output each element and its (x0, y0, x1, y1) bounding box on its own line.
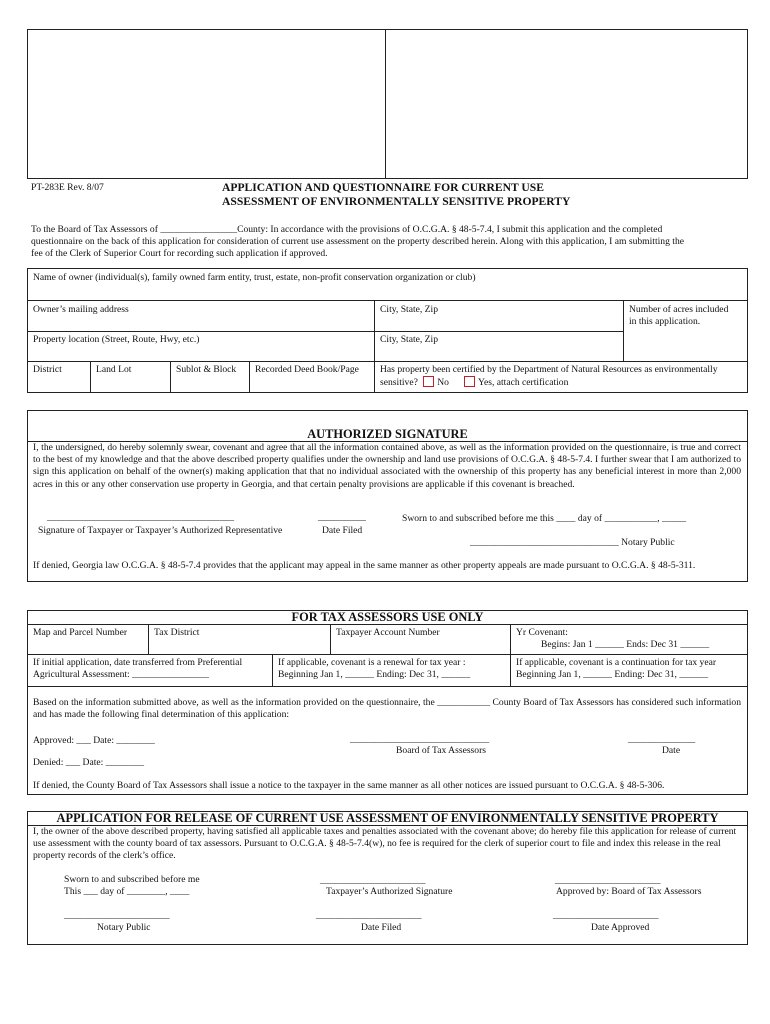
renewal-line1: If applicable, covenant is a renewal for tax year : (278, 657, 466, 668)
release-heading: APPLICATION FOR RELEASE OF CURRENT USE ASSESSMENT OF ENVIRONMENTALLY SENSITIVE PROPERTY (56, 811, 719, 825)
form-id: PT-283E Rev. 8/07 (31, 182, 104, 193)
release-taxpayer-signature-line[interactable]: ______________________ (320, 875, 426, 886)
city-state-zip-label-1: City, State, Zip (380, 304, 439, 315)
header-box-left (27, 29, 386, 179)
assessors-date-line[interactable]: ______________ (628, 734, 696, 745)
sworn-statement: Sworn to and subscribed before me this ____ day of ___________, _____ (402, 513, 687, 524)
board-signature-label: Board of Tax Assessors (396, 745, 487, 756)
certified-options (380, 376, 568, 389)
renewal-line2: Beginning Jan 1, ______ Ending: Dec 31, ______ (278, 669, 471, 680)
release-body: I, the owner of the above described property, having satisfied all applicable taxes and penalties associated with the covenant above; do hereby file this application for release of current use assessment with the county board of tax assessors. Pursuant to O.C.G.A. § 48-5-7.4(w), no fee is required for the clerk of superior court to file and index this release in the real property records of the clerk’s office. (33, 826, 737, 862)
form-title-line2: ASSESSMENT OF ENVIRONMENTALLY SENSITIVE PROPERTY (222, 195, 571, 208)
begins-ends-label: Begins: Jan 1 ______ Ends: Dec 31 ______ (541, 639, 710, 650)
release-sworn-line2[interactable]: This ___ day of ________, ____ (64, 886, 190, 897)
assessors-date-label: Date (662, 745, 681, 756)
authorized-body: I, the undersigned, do hereby solemnly swear, covenant and agree that all the information contained above, as well as the information provided on the questionnaire, is true and correct to the best of my knowledge and that the above described property qualifies under the ownership and land use provisions of O.C.G.A. § 48-5-7.4. I further swear that I am authorized to sign this application on behalf of the owner(s) making application that that no individual associated with the ownership of this property has any beneficial interest in more than 2,000 acres in this or any other conservation use property in Georgia, and that certain penalty provisions are applicable if this covenant is breached. (33, 442, 741, 490)
denied-appeal-note: If denied, Georgia law O.C.G.A. § 48-5-7.4 provides that the applicant may appeal in the same manner as other property appeals are made pursuant to O.C.G.A. § 48-5-311. (33, 560, 696, 571)
denied-notice-text: If denied, the County Board of Tax Assessors shall issue a notice to the taxpayer in the same manner as all other notices are issued pursuant to O.C.G.A. § 48-5-306. (33, 780, 665, 791)
yes-checkbox[interactable] (464, 376, 475, 387)
approved-line[interactable]: Approved: ___ Date: ________ (33, 735, 155, 746)
taxpayer-signature-line[interactable]: _______________________________________ (47, 512, 235, 523)
taxpayer-account-label: Taxpayer Account Number (336, 627, 440, 638)
release-taxpayer-signature-label: Taxpayer’s Authorized Signature (326, 886, 453, 897)
intro-line-2: questionnaire on the back of this application for consideration of current use assessment on the property described herein. Along with this application, I am submitting the (31, 236, 685, 247)
property-location-label: Property location (Street, Route, Hwy, etc.) (33, 334, 200, 345)
intro-line-1: To the Board of Tax Assessors of ________________County: In accordance with the provisions of O.C.G.A. § 48-5-7.4, I submit this application and the completed (31, 224, 663, 235)
release-date-approved-label: Date Approved (591, 922, 650, 933)
header-box-right (385, 29, 748, 179)
city-state-zip-label-2: City, State, Zip (380, 334, 439, 345)
taxpayer-signature-label: Signature of Taxpayer or Taxpayer’s Authorized Representative (38, 525, 283, 536)
intro-line-3: fee of the Clerk of Superior Court for recording such application if approved. (31, 248, 328, 259)
determination-text: Based on the information submitted above, as well as the information provided on the questionnaire, the ___________ County Board of Tax Assessors has considered such information and has made the following final determination of this application: (33, 697, 741, 721)
district-label: District (33, 364, 62, 375)
yes-label: Yes, attach certification (477, 377, 569, 388)
certified-question: Has property been certified by the Department of Natural Resources as environmentally (380, 364, 718, 375)
initial-application-line2: Agricultural Assessment: ________________ (33, 669, 209, 680)
continuation-line1: If applicable, covenant is a continuation for tax year (516, 657, 717, 668)
land-lot-label: Land Lot (96, 364, 132, 375)
release-notary-label: Notary Public (97, 922, 151, 933)
release-date-approved-line[interactable]: ______________________ (553, 910, 659, 921)
assessors-heading: FOR TAX ASSESSORS USE ONLY (291, 610, 484, 624)
release-notary-line[interactable]: ______________________ (64, 910, 170, 921)
acres-label-2: in this application. (629, 316, 701, 327)
deed-book-label: Recorded Deed Book/Page (255, 364, 359, 375)
no-checkbox[interactable] (423, 376, 434, 387)
acres-label-1: Number of acres included (629, 304, 729, 315)
tax-district-label: Tax District (154, 627, 200, 638)
authorized-heading: AUTHORIZED SIGNATURE (307, 427, 468, 441)
notary-public-line[interactable]: _______________________________ Notary Public (470, 537, 675, 548)
release-approved-label: Approved by: Board of Tax Assessors (556, 886, 702, 897)
initial-application-line1: If initial application, date transferred from Preferential (33, 657, 243, 668)
sublot-block-label: Sublot & Block (176, 364, 237, 375)
board-signature-line[interactable]: _____________________________ (350, 734, 490, 745)
release-date-filed-line[interactable]: ______________________ (316, 910, 422, 921)
release-sworn-line1: Sworn to and subscribed before me (64, 874, 200, 885)
certified-question-word: sensitive? (380, 377, 418, 388)
date-filed-line[interactable]: __________ (318, 512, 366, 523)
denied-line[interactable]: Denied: ___ Date: ________ (33, 757, 145, 768)
release-approved-line[interactable]: ______________________ (555, 875, 661, 886)
mailing-address-label: Owner’s mailing address (33, 304, 129, 315)
yr-covenant-label: Yr Covenant: (516, 627, 568, 638)
date-filed-label: Date Filed (322, 525, 363, 536)
no-label: No (437, 377, 449, 388)
continuation-line2: Beginning Jan 1, ______ Ending: Dec 31, ______ (516, 669, 709, 680)
owner-name-label: Name of owner (individual(s), family owned farm entity, trust, estate, non-profit conservation organization or club) (33, 272, 476, 283)
map-parcel-label: Map and Parcel Number (33, 627, 128, 638)
release-date-filed-label: Date Filed (361, 922, 402, 933)
form-title-line1: APPLICATION AND QUESTIONNAIRE FOR CURRENT USE (222, 181, 544, 194)
